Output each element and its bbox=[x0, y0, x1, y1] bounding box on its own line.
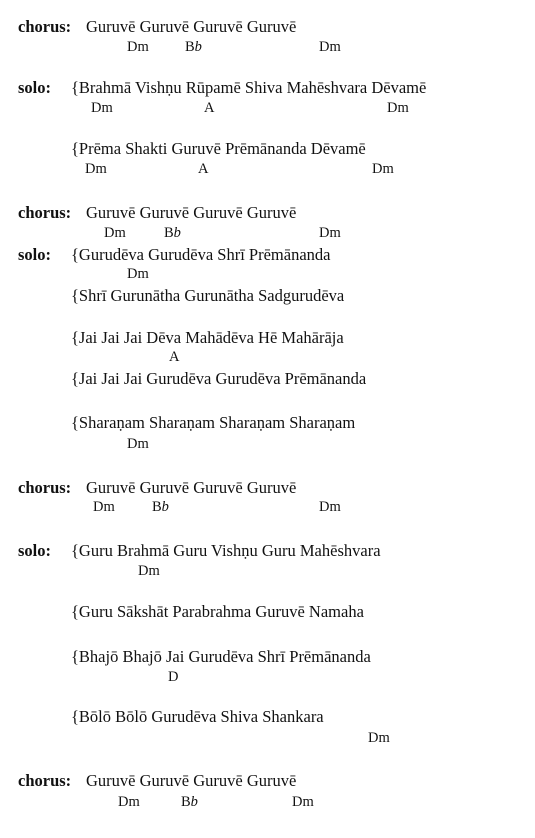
solo-lyric: {Bōlō Bōlō Gurudēva Shiva Shankara bbox=[71, 707, 324, 726]
chord: Dm bbox=[127, 39, 149, 55]
chorus-lyric: Guruvē Guruvē Guruvē Guruvē bbox=[86, 17, 297, 36]
solo-lyric: {Gurudēva Gurudēva Shrī Prēmānanda bbox=[71, 245, 331, 264]
solo-label: solo: bbox=[18, 541, 51, 560]
solo-label: solo: bbox=[18, 245, 51, 264]
chord: Bb bbox=[152, 499, 169, 515]
solo-lyric: {Guru Sākshāt Parabrahma Guruvē Namaha bbox=[71, 602, 364, 621]
chord: Dm bbox=[387, 100, 409, 116]
chorus-lyric: Guruvē Guruvē Guruvē Guruvē bbox=[86, 478, 297, 497]
chord: Dm bbox=[127, 436, 149, 452]
chord: Dm bbox=[372, 161, 394, 177]
chorus-lyric: Guruvē Guruvē Guruvē Guruvē bbox=[86, 771, 297, 790]
solo-lyric: {Sharaṇam Sharaṇam Sharaṇam Sharaṇam bbox=[71, 413, 356, 432]
chord: Bb bbox=[181, 794, 198, 810]
solo-label: solo: bbox=[18, 78, 51, 97]
chord: Dm bbox=[85, 161, 107, 177]
solo-lyric: {Guru Brahmā Guru Vishṇu Guru Mahēshvara bbox=[71, 541, 381, 560]
chord: Dm bbox=[118, 794, 140, 810]
chorus-label: chorus: bbox=[18, 203, 72, 222]
chord: Dm bbox=[93, 499, 115, 515]
chord: Dm bbox=[104, 225, 126, 241]
solo-lyric: {Shrī Gurunātha Gurunātha Sadgurudēva bbox=[71, 286, 345, 305]
solo-lyric: {Brahmā Vishṇu Rūpamē Shiva Mahēshvara Dēvamē bbox=[71, 78, 427, 97]
solo-lyric: {Jai Jai Jai Dēva Mahādēva Hē Mahārāja bbox=[71, 328, 344, 347]
chorus-label: chorus: bbox=[18, 17, 72, 36]
chord: Dm bbox=[292, 794, 314, 810]
chord: Dm bbox=[138, 563, 160, 579]
solo-lyric: {Bhajō Bhajō Jai Gurudēva Shrī Prēmānanda bbox=[71, 647, 371, 666]
chord: Dm bbox=[368, 730, 390, 746]
chord: Dm bbox=[91, 100, 113, 116]
chord: A bbox=[198, 161, 209, 177]
chord: A bbox=[204, 100, 215, 116]
chord: Dm bbox=[319, 499, 341, 515]
chorus-label: chorus: bbox=[18, 771, 72, 790]
chord: D bbox=[168, 669, 179, 685]
chord: Bb bbox=[164, 225, 181, 241]
chord: A bbox=[169, 349, 180, 365]
solo-lyric: {Jai Jai Jai Gurudēva Gurudēva Prēmānanda bbox=[71, 369, 367, 388]
chord: Dm bbox=[319, 39, 341, 55]
solo-lyric: {Prēma Shakti Guruvē Prēmānanda Dēvamē bbox=[71, 139, 366, 158]
chorus-label: chorus: bbox=[18, 478, 72, 497]
chord: Dm bbox=[127, 266, 149, 282]
chord: Dm bbox=[319, 225, 341, 241]
chord: Bb bbox=[185, 39, 202, 55]
chorus-lyric: Guruvē Guruvē Guruvē Guruvē bbox=[86, 203, 297, 222]
